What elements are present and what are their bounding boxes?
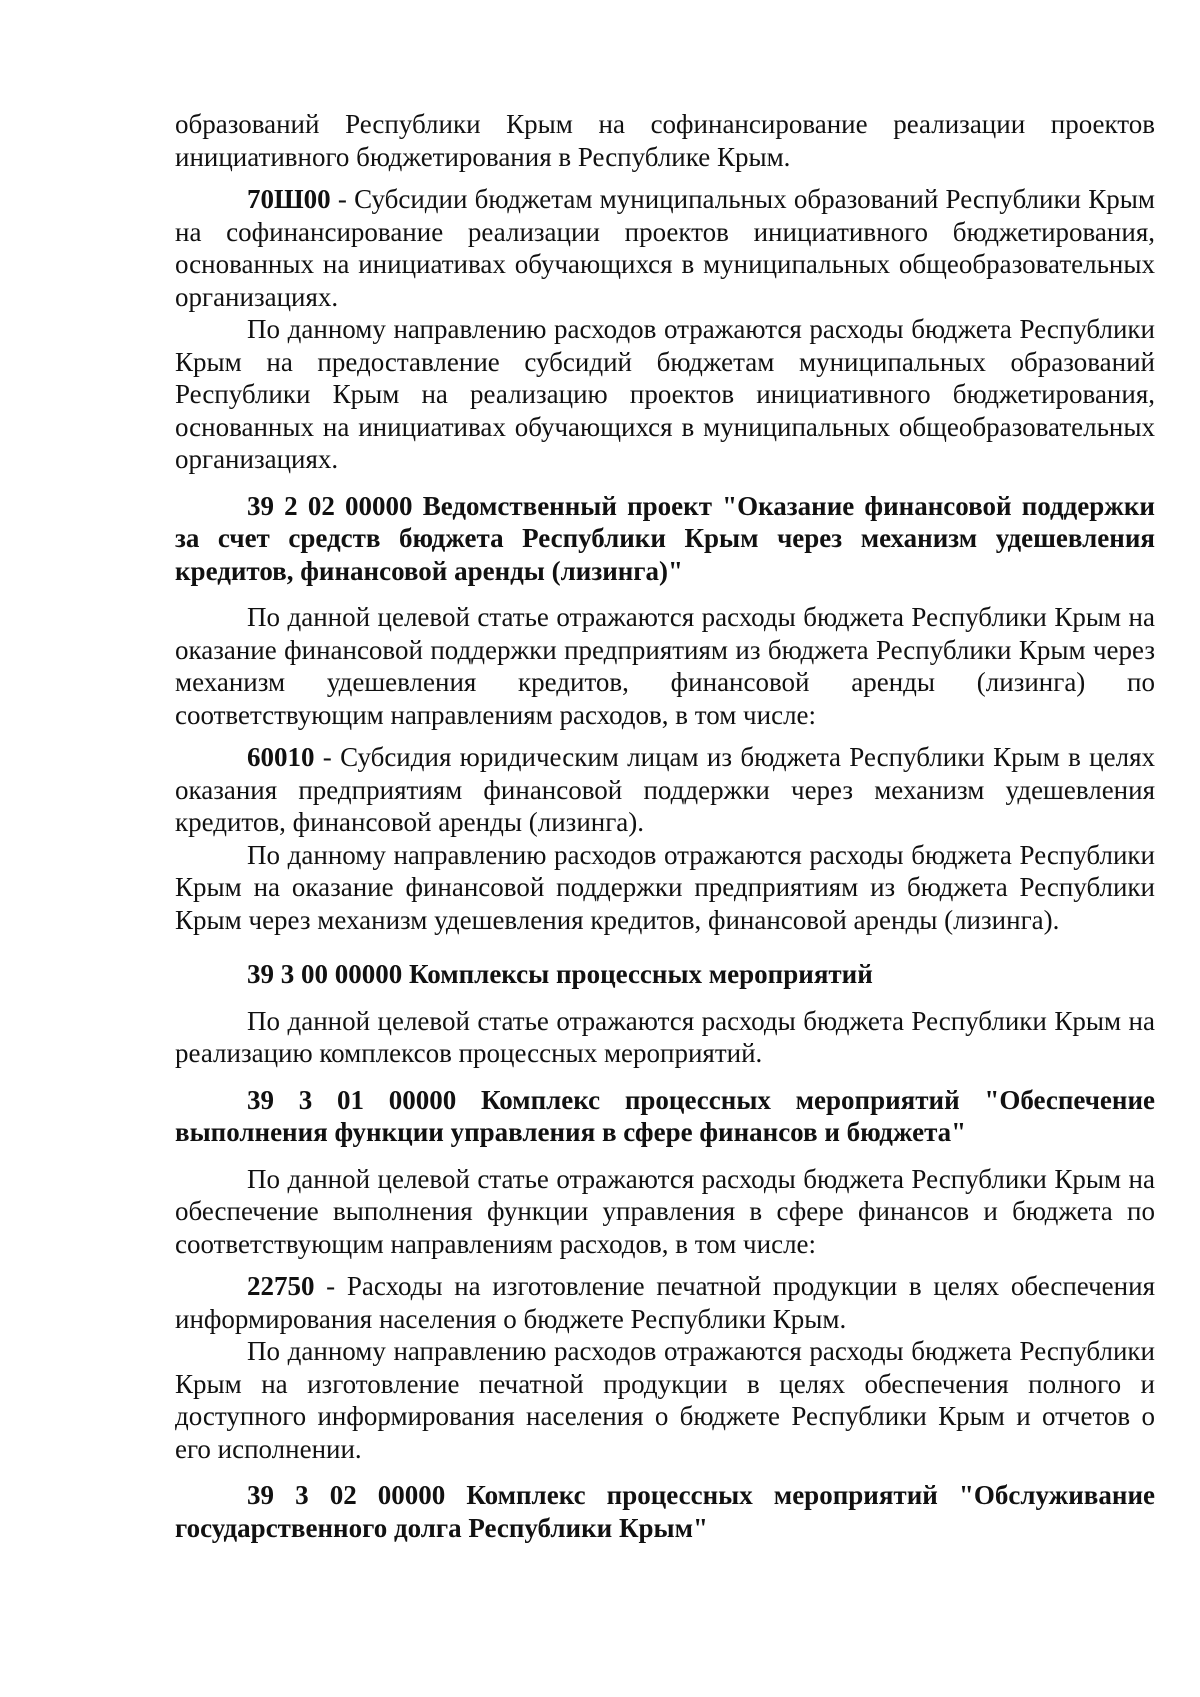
paragraph-code-70sh00: [175, 183, 1155, 313]
paragraph-text: По данному направлению расходов отражаются расходы бюджета Республики Крым на предоставление субсидий бюджетам муниципальных образований Республики Крым на реализацию проектов инициативного бюджетирования, основанных на инициативах обучающихся в муниципальных общеобразовательных организациях.: [175, 314, 1155, 474]
paragraph-text: образований Республики Крым на софинансирование реализации проектов инициативного бюджетирования в Республике Крым.: [175, 109, 1155, 172]
paragraph-description: [175, 1335, 1155, 1465]
section-heading-39-3-00: 39 3 00 00000 Комплексы процессных мероприятий: [247, 959, 873, 989]
paragraph-description: [175, 1005, 1155, 1070]
paragraph-code-22750: [175, 1270, 1155, 1335]
paragraph-description: [175, 601, 1155, 731]
paragraph-text: По данной целевой статье отражаются расходы бюджета Республики Крым на реализацию комплексов процессных мероприятий.: [175, 1005, 1155, 1068]
section-heading-39-3-02: 39 3 02 00000 Комплекс процессных мероприятий "Обслуживание государственного долга Республики Крым": [175, 1480, 1155, 1543]
paragraph-text: По данному направлению расходов отражаются расходы бюджета Республики Крым на оказание финансовой поддержки предприятиям из бюджета Республики Крым через механизм удешевления кредитов, финансовой аренды (лизинга).: [175, 839, 1155, 935]
direction-code: 22750: [247, 1271, 315, 1301]
paragraph-text: По данному направлению расходов отражаются расходы бюджета Республики Крым на изготовление печатной продукции в целях обеспечения полного и доступного информирования населения о бюджете Республики Крым и отчетов о его исполнении.: [175, 1336, 1155, 1464]
paragraph-text: По данной целевой статье отражаются расходы бюджета Республики Крым на оказание финансовой поддержки предприятиям из бюджета Республики Крым через механизм удешевления кредитов, финансовой аренды (лизинга) по соответствующим направлениям расходов, в том числе:: [175, 602, 1155, 730]
paragraph-text: По данной целевой статье отражаются расходы бюджета Республики Крым на обеспечение выполнения функции управления в сфере финансов и бюджета по соответствующим направлениям расходов, в том числе:: [175, 1163, 1155, 1259]
paragraph-code-60010: [175, 741, 1155, 839]
document-page: [175, 108, 1155, 1544]
paragraph-text: - Расходы на изготовление печатной продукции в целях обеспечения информирования населения о бюджете Республики Крым.: [175, 1271, 1155, 1334]
paragraph-continuation: [175, 108, 1155, 173]
section-heading-39-3-01: 39 3 01 00000 Комплекс процессных мероприятий "Обеспечение выполнения функции управления в сфере финансов и бюджета": [175, 1084, 1155, 1147]
paragraph-description: [175, 1163, 1155, 1261]
paragraph-description: [175, 313, 1155, 476]
direction-code: 70Ш00: [247, 184, 331, 214]
paragraph-description: [175, 839, 1155, 937]
paragraph-text: - Субсидии бюджетам муниципальных образований Республики Крым на софинансирование реализации проектов инициативного бюджетирования, основанных на инициативах обучающихся в муниципальных общеобразовательных организациях.: [175, 184, 1155, 312]
paragraph-text: - Субсидия юридическим лицам из бюджета Республики Крым в целях оказания предприятиям финансовой поддержки через механизм удешевления кредитов, финансовой аренды (лизинга).: [175, 742, 1155, 837]
section-heading-39-2-02: 39 2 02 00000 Ведомственный проект "Оказание финансовой поддержки за счет средств бюджета Республики Крым через механизм удешевления кредитов, финансовой аренды (лизинга)": [175, 490, 1155, 586]
direction-code: 60010: [247, 742, 315, 772]
